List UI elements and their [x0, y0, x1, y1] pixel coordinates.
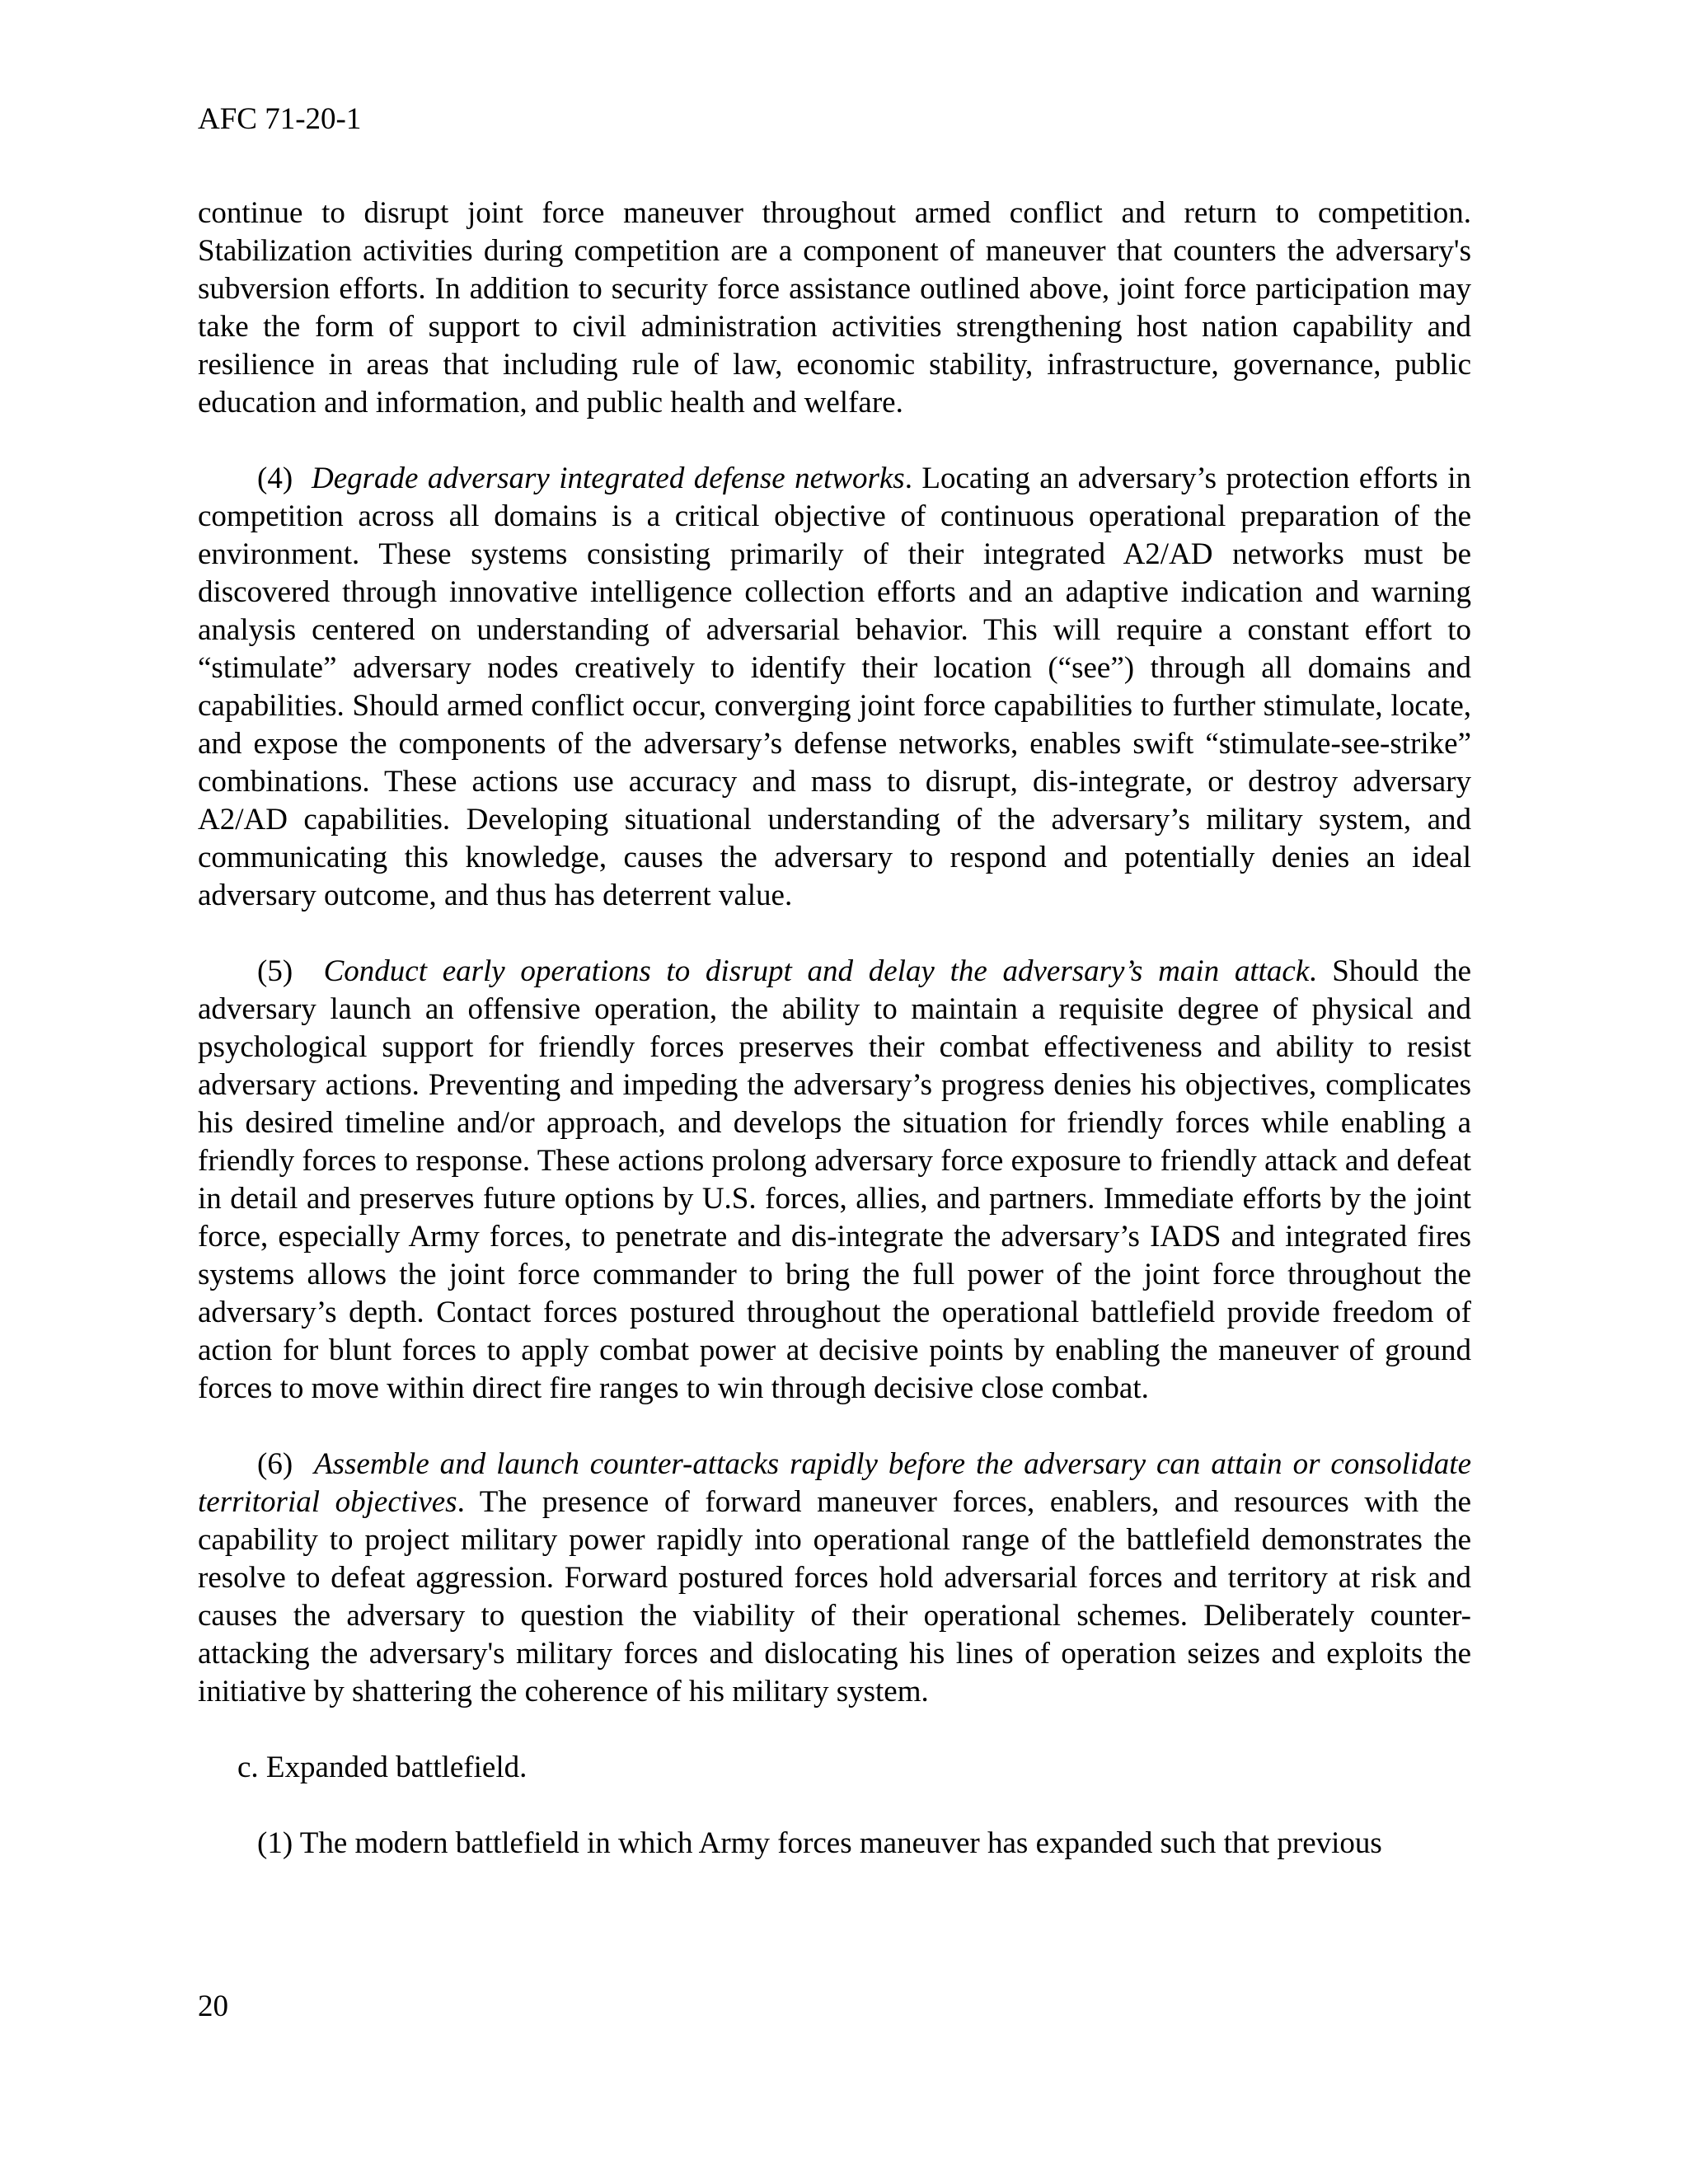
section-c-heading: c. Expanded battlefield. [237, 1750, 528, 1784]
paragraph-6-number: (6) [257, 1447, 293, 1481]
paragraph-5 [198, 953, 1471, 1408]
paragraph-5-number: (5) [257, 954, 293, 988]
paragraph-6 [198, 1446, 1471, 1711]
paragraph-6-title: Assemble and launch counter-attacks rapidly before the adversary can attain or consolidate territorial objectives [198, 1447, 1472, 1519]
paragraph-5-text: . Should the adversary launch an offensive operation, the ability to maintain a requisite degree of physical and psychological support for friendly forces preserves their combat effectiveness and ability to resist adversary actions. Preventing and impeding the adversary’s progress denies his objectives, complicates his desired timeline and/or approach, and develops the situation for friendly forces while enabling a friendly forces to response. These actions prolong adversary force exposure to friendly attack and defeat in detail and preserves future options by U.S. forces, allies, and partners. Immediate efforts by the joint force, especially Army forces, to penetrate and dis-integrate the adversary’s IADS and integrated fires systems allows the joint force commander to bring the full power of the joint force throughout the adversary’s depth. Contact forces postured throughout the operational battlefield provide freedom of action for blunt forces to apply combat power at decisive points by enabling the maneuver of ground forces to move within direct fire ranges to win through decisive close combat. [198, 954, 1471, 1405]
paragraph-4 [198, 460, 1471, 915]
paragraph-5-title: Conduct early operations to disrupt and delay the adversary’s main attack [323, 954, 1310, 988]
continued-paragraph: continue to disrupt joint force maneuver throughout armed conflict and return to competition. Stabilization activities during competition are a component of maneuver that counters the adversary's subversion efforts. In addition to security force assistance outlined above, joint force participation may take the form of support to civil administration activities strengthening host nation capability and resilience in areas that including rule of law, economic stability, infrastructure, governance, public education and information, and public health and welfare. [198, 196, 1471, 419]
body-text [198, 194, 1471, 1863]
paragraph-4-title: Degrade adversary integrated defense networks [311, 462, 905, 495]
document-id-header: AFC 71-20-1 [198, 102, 362, 136]
paragraph-4-number: (4) [257, 462, 293, 495]
paragraph-c1: (1) The modern battlefield in which Army forces maneuver has expanded such that previous [257, 1826, 1382, 1860]
page-number: 20 [198, 1990, 228, 2023]
paragraph-4-text: . Locating an adversary’s protection efforts in competition across all domains is a critical objective of continuous operational preparation of the environment. These systems consisting primarily of their integrated A2/AD networks must be discovered through innovative intelligence collection efforts and an adaptive indication and warning analysis centered on understanding of adversarial behavior. This will require a constant effort to “stimulate” adversary nodes creatively to identify their location (“see”) through all domains and capabilities. Should armed conflict occur, converging joint force capabilities to further stimulate, locate, and expose the components of the adversary’s defense networks, enables swift “stimulate-see-strike” combinations. These actions use accuracy and mass to disrupt, dis-integrate, or destroy adversary A2/AD capabilities. Developing situational understanding of the adversary’s military system, and communicating this knowledge, causes the adversary to respond and potentially denies an ideal adversary outcome, and thus has deterrent value. [198, 462, 1471, 912]
paragraph-6-text: . The presence of forward maneuver forces, enablers, and resources with the capability to project military power rapidly into operational range of the battlefield demonstrates the resolve to defeat aggression. Forward postured forces hold adversarial forces and territory at risk and causes the adversary to question the viability of their operational schemes. Deliberately counter-attacking the adversary's military forces and dislocating his lines of operation seizes and exploits the initiative by shattering the coherence of his military system. [198, 1485, 1472, 1708]
